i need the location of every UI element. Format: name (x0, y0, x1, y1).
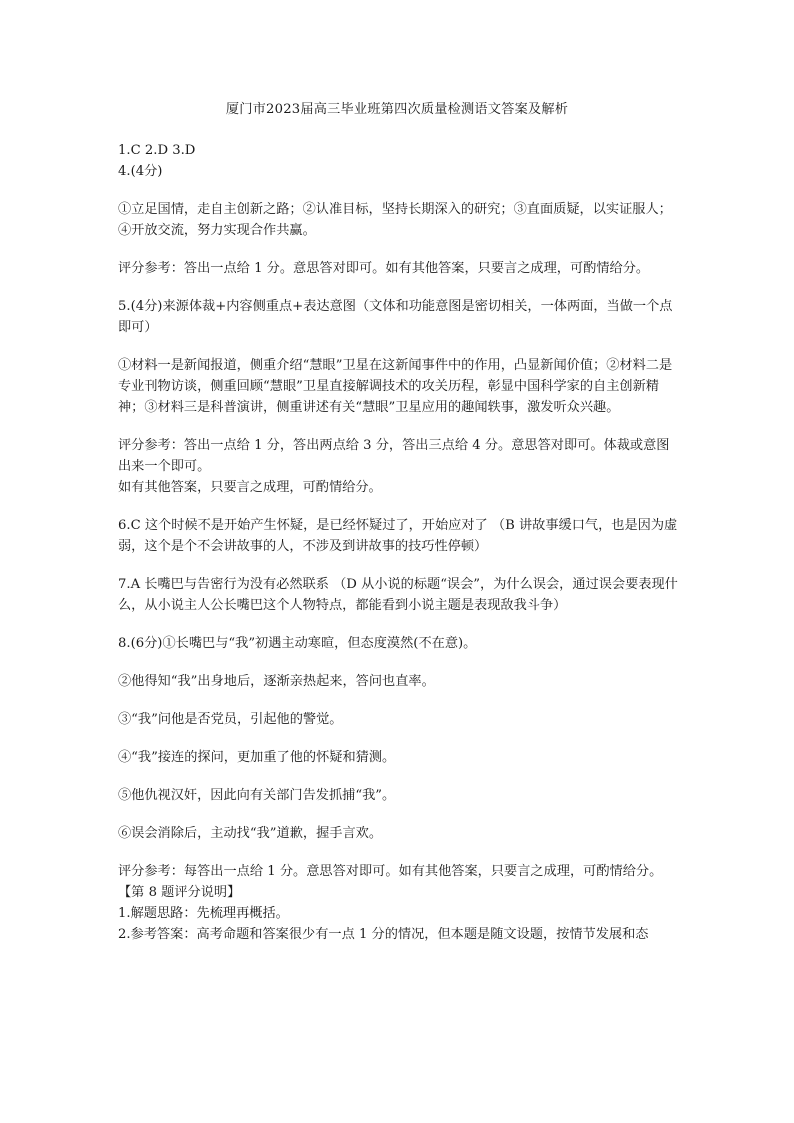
q8-point-3: ③“我”问他是否党员，引起他的警觉。 (118, 712, 343, 727)
q8-point-5: ⑤他仇视汉奸，因此向有关部门告发抓捕“我”。 (118, 788, 396, 803)
q4-answer: ①立足国情，走自主创新之路；②认准目标，坚持长期深入的研究；③直面质疑，以实证服人；④开放交流，努力实现合作共赢。 (118, 202, 672, 238)
q8-notes-heading: 【第 8 题评分说明】 (118, 885, 241, 900)
answers-1-3: 1.C 2.D 3.D (118, 143, 196, 158)
q8-point-2: ②他得知“我”出身地后，逐渐亲热起来，答问也直率。 (118, 674, 435, 689)
document-title: 厦门市2023届高三毕业班第四次质量检测语文答案及解析 (225, 102, 569, 117)
q5-scoring-note: 如有其他答案，只要言之成理，可酌情给分。 (118, 480, 382, 495)
q4-heading: 4.(4分) (118, 164, 163, 179)
q8-point-4: ④“我”接连的探问，更加重了他的怀疑和猜测。 (118, 750, 396, 765)
q8-point-6: ⑥误会消除后，主动找“我”道歉，握手言欢。 (118, 826, 383, 841)
q5-scoring: 评分参考：答出一点给 1 分，答出两点给 3 分，答出三点给 4 分。意思答对即可。体裁或意图出来一个即可。 (118, 438, 670, 474)
q5-answer: ①材料一是新闻报道，侧重介绍“慧眼”卫星在这新闻事件中的作用，凸显新闻价值；②材料二是专业刊物访谈，侧重回顾“慧眼”卫星直接解调技术的攻关历程，彰显中国科学家的自主创新精神；③材料三是科普演讲，侧重讲述有关“慧眼”卫星应用的趣闻轶事，激发听众兴趣。 (118, 358, 673, 415)
q6-answer: 6.C 这个时候不是开始产生怀疑，是已经怀疑过了，开始应对了 （B 讲故事缓口气，也是因为虚弱，这个是个不会讲故事的人，不涉及到讲故事的技巧性停顿） (118, 518, 678, 554)
q7-answer: 7.A 长嘴巴与告密行为没有必然联系 （D 从小说的标题“误会”，为什么误会，通过误会要表现什么，从小说主人公长嘴巴这个人物特点，都能看到小说主题是表现敌我斗争） (118, 577, 678, 613)
q8-point-1: 8.(6分)①长嘴巴与“我”初遇主动寒暄，但态度漠然(不在意)。 (118, 636, 477, 651)
q4-scoring: 评分参考：答出一点给 1 分。意思答对即可。如有其他答案，只要言之成理，可酌情给分。 (118, 261, 650, 276)
q5-heading: 5.(4分)来源体裁+内容侧重点+表达意图（文体和功能意图是密切相关，一体两面，当做一个点即可） (118, 299, 673, 335)
q8-scoring: 评分参考：每答出一点给 1 分。意思答对即可。如有其他答案，只要言之成理，可酌情给分。 (118, 864, 663, 879)
q8-notes-2: 2.参考答案：高考命题和答案很少有一点 1 分的情况，但本题是随文设题，按情节发展和态 (118, 927, 649, 942)
document-body (118, 140, 678, 945)
q8-notes-1: 1.解题思路：先梳理再概括。 (118, 906, 289, 921)
